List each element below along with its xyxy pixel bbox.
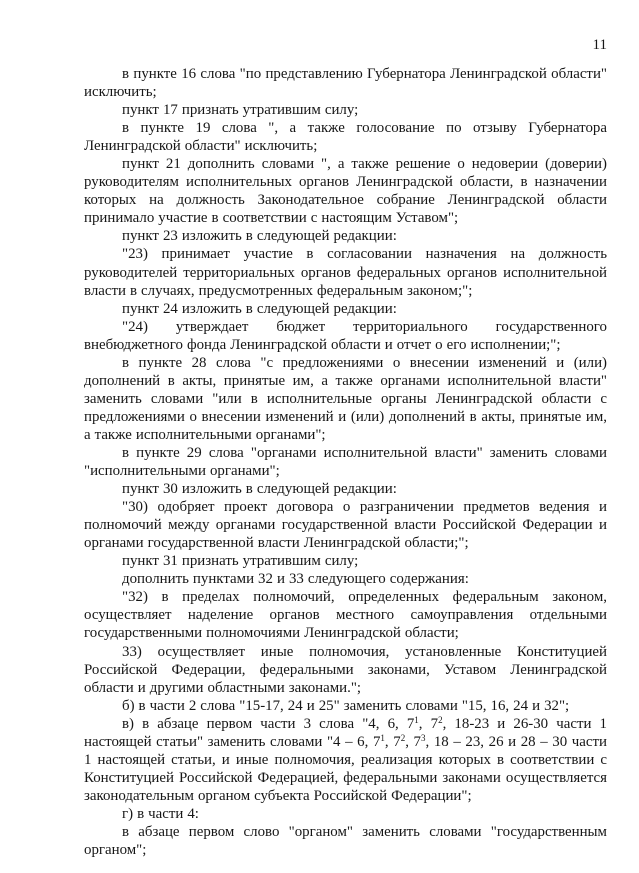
paragraph: в пункте 19 слова ", а также голосование по отзыву Губернатора Ленинградской области" исключить; bbox=[84, 120, 607, 155]
paragraph: "32) в пределах полномочий, определенных федеральным законом, осуществляет наделение органов местного самоуправления отдельными государственными полномочиями Ленинградской области; bbox=[84, 589, 607, 642]
paragraph: в пункте 29 слова "органами исполнительной власти" заменить словами "исполнительными органами"; bbox=[84, 444, 607, 480]
text-run: , 7 bbox=[384, 733, 401, 750]
text-run: в) в абзаце первом части 3 слова "4, 6, 7 bbox=[122, 715, 415, 732]
superscript: 3 bbox=[421, 732, 426, 743]
superscript: 1 bbox=[414, 714, 419, 725]
paragraph: в абзаце первом слово "органом" заменить словами "государственным органом"; bbox=[84, 823, 607, 859]
paragraph: пункт 30 изложить в следующей редакции: bbox=[122, 481, 397, 498]
paragraph: пункт 21 дополнить словами ", а также решение о недоверии (доверии) руководителям исполнительных органов Ленинградской области, в назначении которых на должность Законодательное собрание Ленинградской области принимало участие в соответствии с настоящим Уставом"; bbox=[84, 156, 607, 227]
paragraph: г) в части 4: bbox=[122, 805, 199, 822]
paragraph-with-superscripts bbox=[84, 715, 607, 805]
paragraph: в пункте 28 слова "с предложениями о внесении изменений и (или) дополнений в акты, принятые им, а также органами исполнительной власти" заменить словами "или в исполнительные органы Ленинградской области с предложениями о внесении изменений и (или) дополнений в акты, принятые им, а также исполнительными органами"; bbox=[84, 354, 607, 443]
paragraph: в пункте 16 слова "по представлению Губернатора Ленинградской области" исключить; bbox=[84, 66, 607, 101]
paragraph: 33) осуществляет иные полномочия, установленные Конституцией Российской Федерации, федеральными законами, Уставом Ленинградской области и другими областными законами."; bbox=[84, 643, 607, 696]
text-run: , 18 – 23, 26 и 28 – 30 части 1 настоящей статьи, и иные полномочия, реализация которых в соответствии с Конституцией Российской Федерацией, федеральными законами осуществляется законодательным органом субъекта Российской Федерации"; bbox=[84, 733, 607, 804]
paragraph: пункт 17 признать утратившим силу; bbox=[122, 102, 359, 119]
superscript: 1 bbox=[380, 732, 385, 743]
paragraph: б) в части 2 слова "15-17, 24 и 25" заменить словами "15, 16, 24 и 32"; bbox=[122, 697, 570, 714]
paragraph: "30) одобряет проект договора о разграничении предметов ведения и полномочий между органами государственной власти Российской Федерации и органами государственной власти Ленинградской области;"; bbox=[84, 499, 607, 552]
text-run: , 7 bbox=[405, 733, 421, 750]
text-run: , 7 bbox=[418, 715, 439, 732]
paragraph: "24) утверждает бюджет территориального государственного внебюджетного фонда Ленинградской области и отчет о его исполнении;"; bbox=[84, 318, 607, 353]
paragraph: пункт 23 изложить в следующей редакции: bbox=[122, 228, 397, 245]
text-run: , 18-23 и 26-30 части 1 настоящей статьи" заменить словами "4 – 6, 7 bbox=[84, 715, 607, 750]
page-number: 11 bbox=[592, 37, 607, 53]
paragraph: пункт 24 изложить в следующей редакции: bbox=[122, 300, 397, 317]
superscript: 2 bbox=[400, 732, 406, 743]
superscript: 2 bbox=[438, 714, 443, 725]
paragraph: "23) принимает участие в согласовании назначения на должность руководителей территориальных органов федеральных органов исполнительной власти в случаях, предусмотренных федеральным законом;"; bbox=[84, 246, 607, 299]
paragraph: пункт 31 признать утратившим силу; bbox=[122, 553, 359, 570]
paragraph: дополнить пунктами 32 и 33 следующего содержания: bbox=[122, 571, 469, 588]
document-body bbox=[84, 65, 607, 859]
